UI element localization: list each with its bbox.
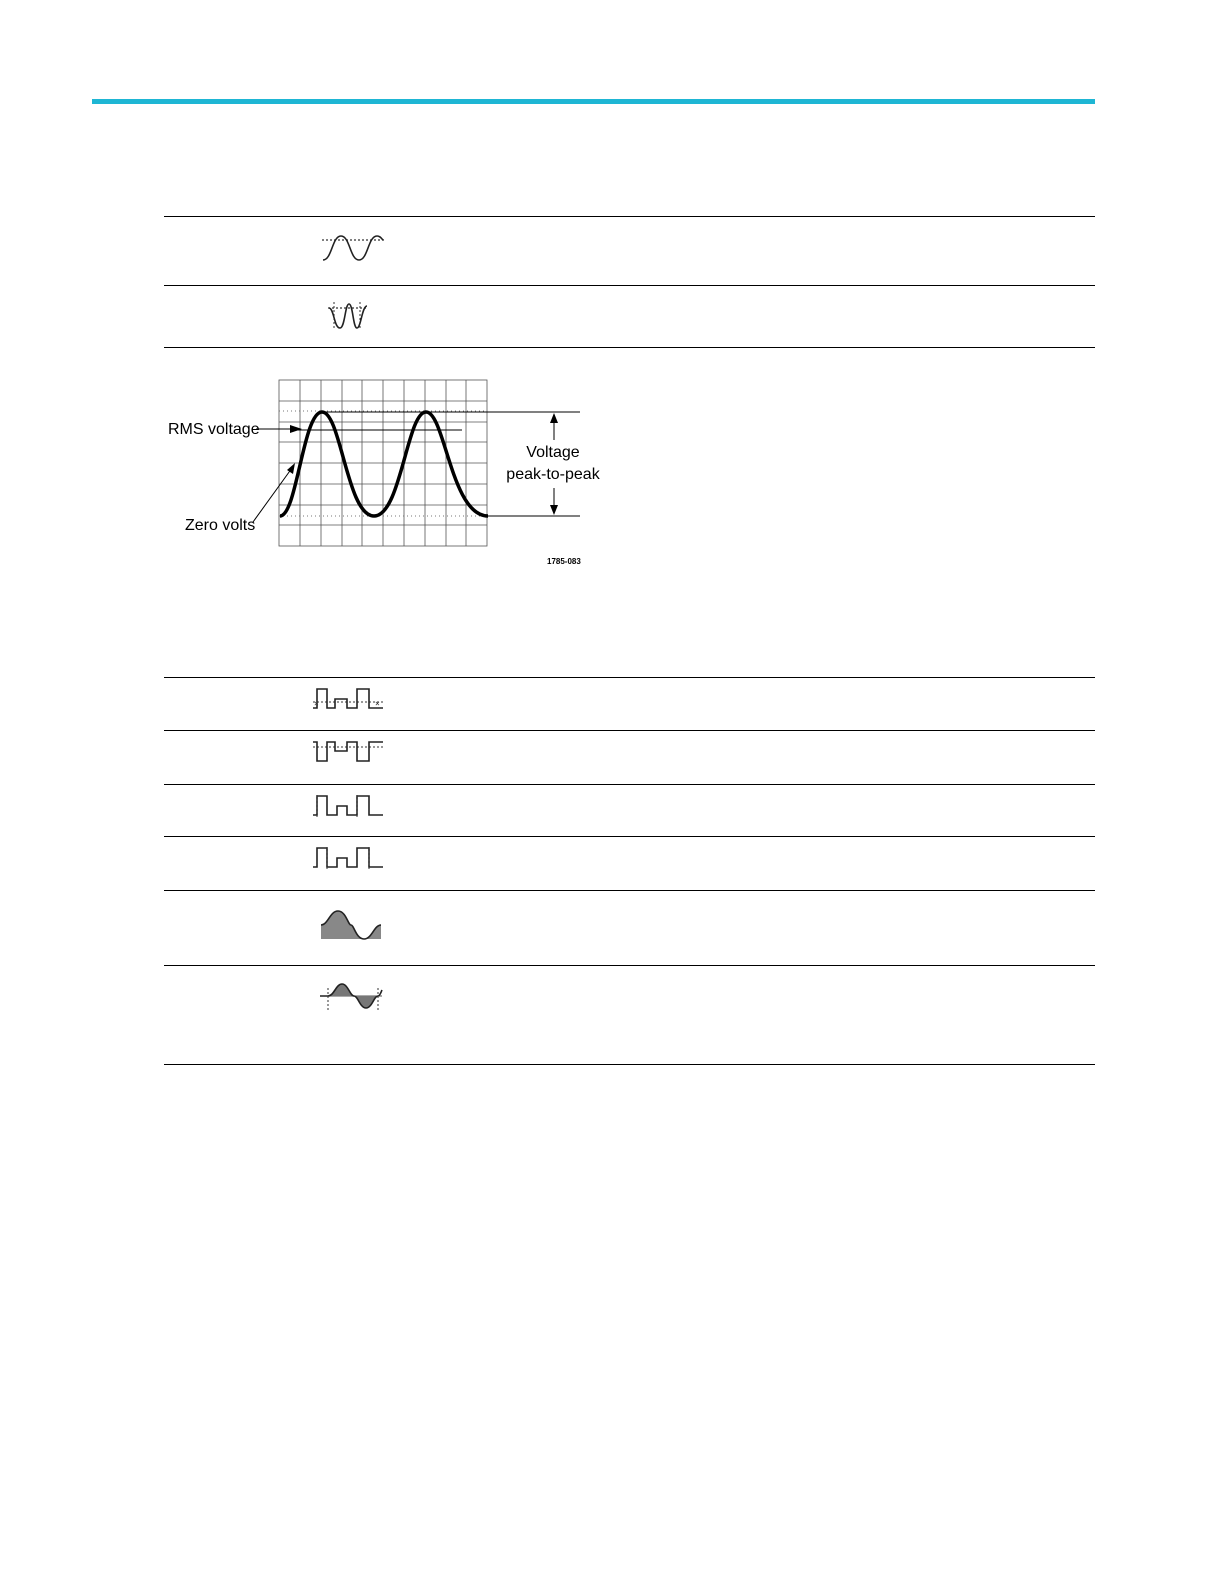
table-rule	[164, 965, 1095, 966]
table-rule	[164, 836, 1095, 837]
graticule	[279, 380, 487, 546]
svg-text:×: ×	[375, 699, 380, 708]
table-rule	[164, 784, 1095, 785]
sine-wave	[280, 412, 488, 516]
svg-text:×: ×	[314, 699, 319, 708]
table-rule	[164, 216, 1095, 217]
table-rule	[164, 677, 1095, 678]
table-rule	[164, 347, 1095, 348]
header-rule	[92, 99, 1095, 104]
cycle-area-icon	[318, 982, 384, 1016]
voltage-label: Voltage	[526, 444, 580, 461]
table-rule	[164, 1064, 1095, 1065]
table-rule	[164, 890, 1095, 891]
figure-code: 1785-083	[547, 557, 581, 566]
zero-volts-label: Zero volts	[185, 517, 256, 534]
positive-overshoot-icon	[311, 686, 385, 712]
table-rule	[164, 730, 1095, 731]
table-rule	[164, 285, 1095, 286]
area-icon	[318, 908, 384, 942]
rms-figure	[160, 370, 610, 580]
cycle-rms-wave-icon	[326, 300, 370, 332]
rms-wave-icon	[320, 232, 386, 264]
negative-overshoot-icon	[311, 739, 385, 765]
positive-pulse-count-icon	[311, 793, 385, 819]
negative-pulse-count-icon	[311, 845, 385, 871]
rms-voltage-label: RMS voltage	[168, 421, 260, 438]
peak-to-peak-label: peak-to-peak	[506, 466, 600, 483]
